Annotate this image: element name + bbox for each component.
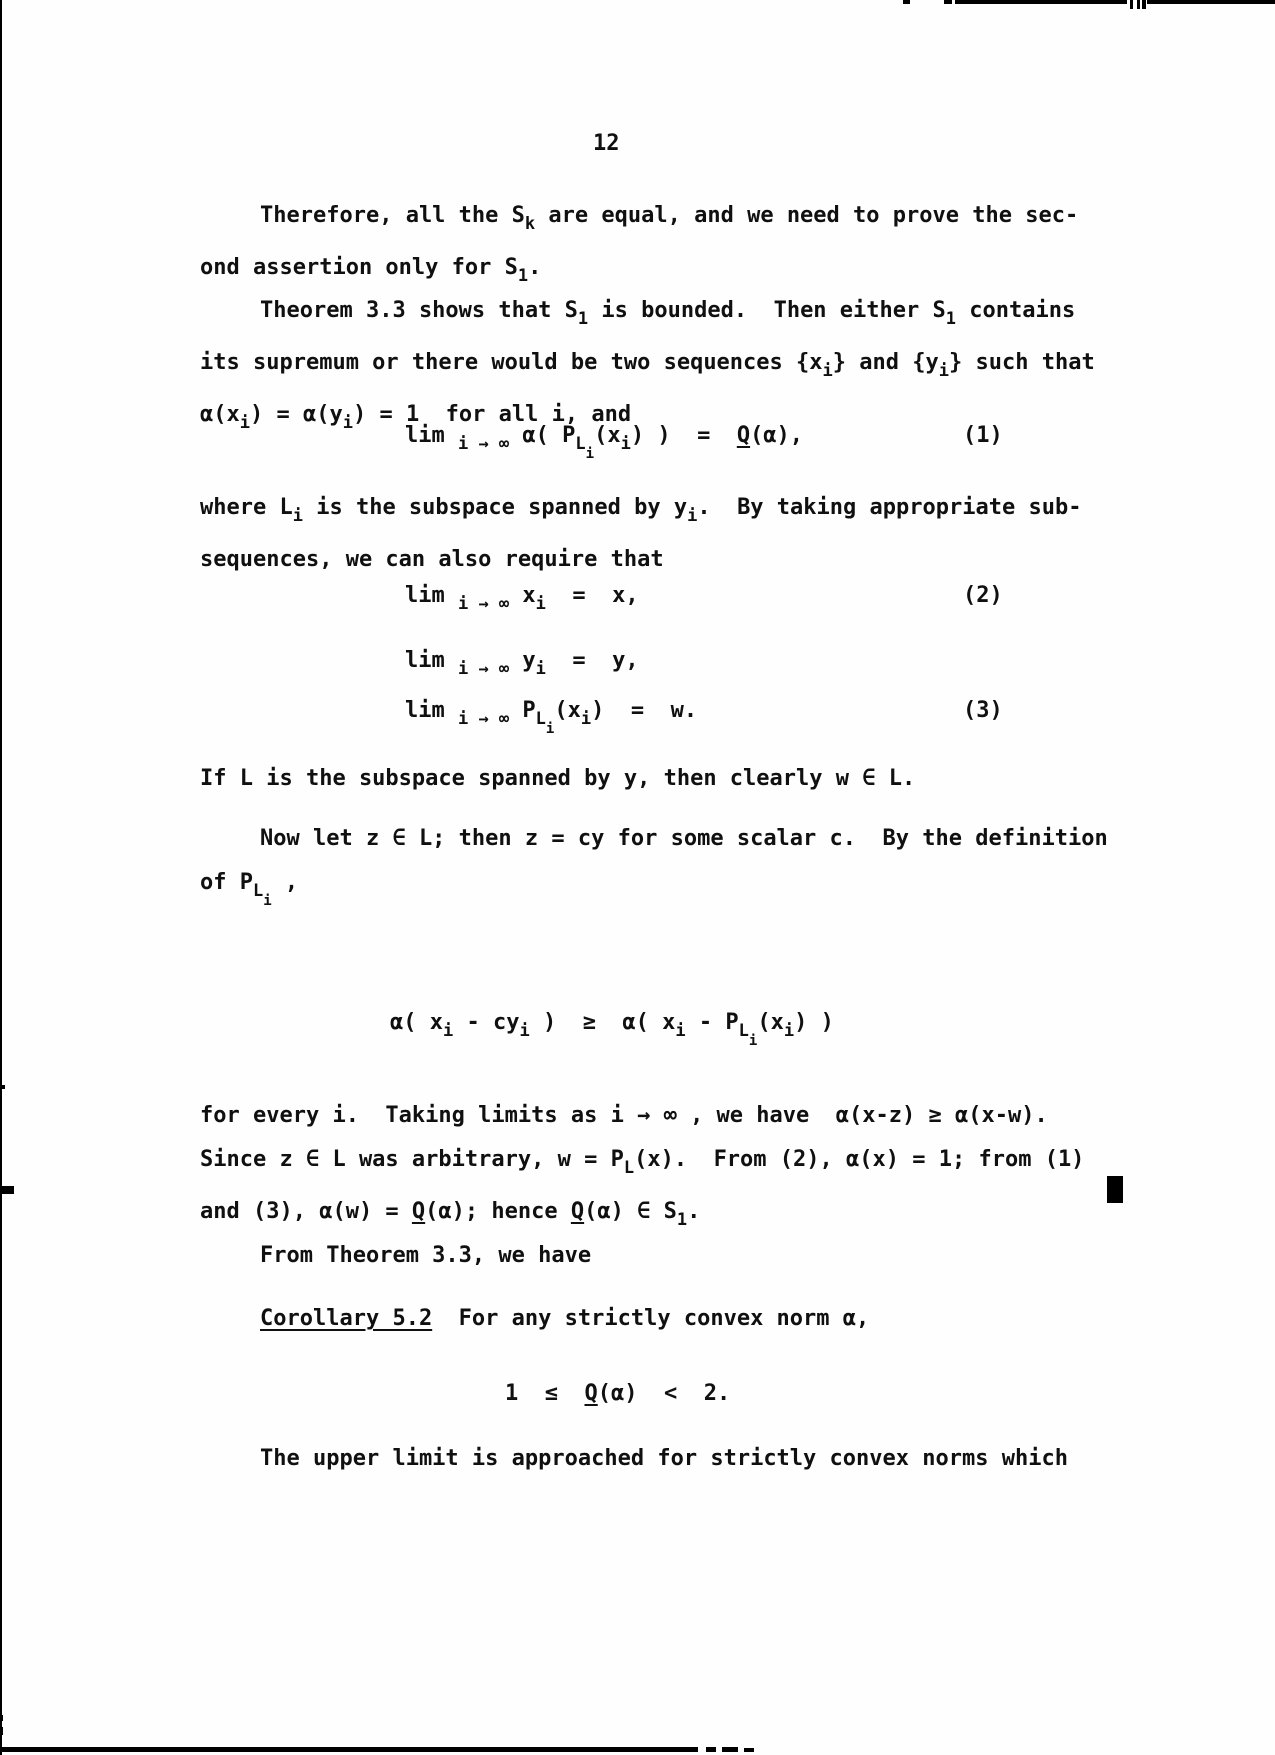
scan-line-top-tick-1 <box>1130 0 1133 9</box>
paragraph-6 <box>200 1094 1085 1242</box>
scan-line-top-right <box>1147 0 1275 4</box>
equation-body: lim $_{i \to \infty}$ α( $P_{Li}(x_i)$ ) = Q(α), <box>405 423 804 462</box>
scan-line-top-main <box>955 0 1127 4</box>
paragraph-3 <box>200 486 1085 582</box>
text-line: its supremum or there would be two sequences $\{x_i\}$ and $\{y_i\}$ such that <box>200 350 1095 381</box>
text-line: From Theorem 3.3, we have <box>260 1243 592 1268</box>
scan-line-bottom-main <box>0 1747 698 1752</box>
scan-line-top-dash-2 <box>944 0 952 4</box>
text-line: $\alpha(x_i) = \alpha(y_i) = 1$ for all i, and <box>200 402 632 433</box>
text-line: where $L_i$ is the subspace spanned by $y_i$. By taking appropriate sub- <box>200 495 1082 526</box>
scan-mark-bottom-left-2 <box>0 1727 3 1735</box>
equation-number: (1) <box>963 423 1003 448</box>
scan-line-bottom-dash-2 <box>722 1747 738 1752</box>
equation-1 <box>200 414 1085 476</box>
equation-body: lim $_{i \to \infty}$ $x_i = x$, <box>405 583 639 614</box>
text-line: for every i. Taking limits as i → ∞ , we have α(x-z) ≥ α(x-w). <box>200 1103 1048 1128</box>
scan-line-bottom-dash-3 <box>744 1748 754 1752</box>
text-line: The upper limit is approached for strictly convex norms which <box>260 1446 1068 1471</box>
scan-line-top-dash-1 <box>903 0 910 4</box>
equation-2b <box>200 639 1085 691</box>
text-line: Since z ∈ L was arbitrary, $w = P_L(x)$. From (2), α(x) = 1; from (1) <box>200 1147 1085 1178</box>
paragraph-9 <box>200 1437 1085 1481</box>
equation-3 <box>200 689 1085 751</box>
text-line: ond assertion only for $S_1$. <box>200 255 542 286</box>
text-line: Now let z ∈ L; then z = cy for some scalar c. By the definition <box>260 826 1108 851</box>
equation-number: (2) <box>963 583 1003 608</box>
paragraph-corollary <box>200 1297 1085 1341</box>
equation-number: (3) <box>963 698 1003 723</box>
paragraph-1 <box>200 194 1085 298</box>
scan-mark-left-bracket-foot <box>0 1186 14 1194</box>
paragraph-5 <box>200 817 1108 923</box>
equation-body: lim $_{i \to \infty}$ $y_i = y$, <box>405 648 639 679</box>
equation-body: 1 ≤ Q(α) < 2. <box>505 1381 731 1406</box>
paragraph-7 <box>200 1234 1085 1278</box>
text-line: and (3), α(w) = Q(α); hence Q(α) ∈ $S_1$. <box>200 1199 701 1230</box>
text-line: of $P_{Li}$ , <box>200 870 299 909</box>
scan-line-bottom-dash-1 <box>706 1747 716 1752</box>
scan-line-top-tick-2 <box>1137 0 1140 9</box>
text-line: sequences, we can also require that <box>200 547 664 572</box>
paragraph-4 <box>200 757 1085 801</box>
scan-mark-bottom-left-1 <box>0 1715 3 1721</box>
equation-5 <box>200 1372 1085 1416</box>
text-line: Therefore, all the $S_k$ are equal, and we need to prove the sec- <box>260 203 1079 234</box>
proof-end-marker <box>1107 1176 1123 1203</box>
text-line: If L is the subspace spanned by y, then clearly w ∈ L. <box>200 766 916 791</box>
equation-4 <box>200 1001 1085 1063</box>
text-line: Theorem 3.3 shows that $S_1$ is bounded. Then either $S_1$ contains <box>260 298 1076 329</box>
scan-mark-left-tick <box>0 1085 5 1089</box>
text-line: Corollary 5.2 For any strictly convex norm α, <box>260 1306 870 1331</box>
scan-edge-left-line <box>0 0 2 1755</box>
page-number: 12 <box>593 131 620 156</box>
equation-body: α( $x_i - cy_i$ ) ≥ α( $x_i - P_{Li}(x_i)$ ) <box>390 1010 834 1049</box>
scan-line-top-tick-3 <box>1142 0 1146 9</box>
equation-2 <box>200 574 1085 626</box>
equation-body: lim $_{i \to \infty}$ $P_{Li}(x_i) = w$. <box>405 698 698 737</box>
